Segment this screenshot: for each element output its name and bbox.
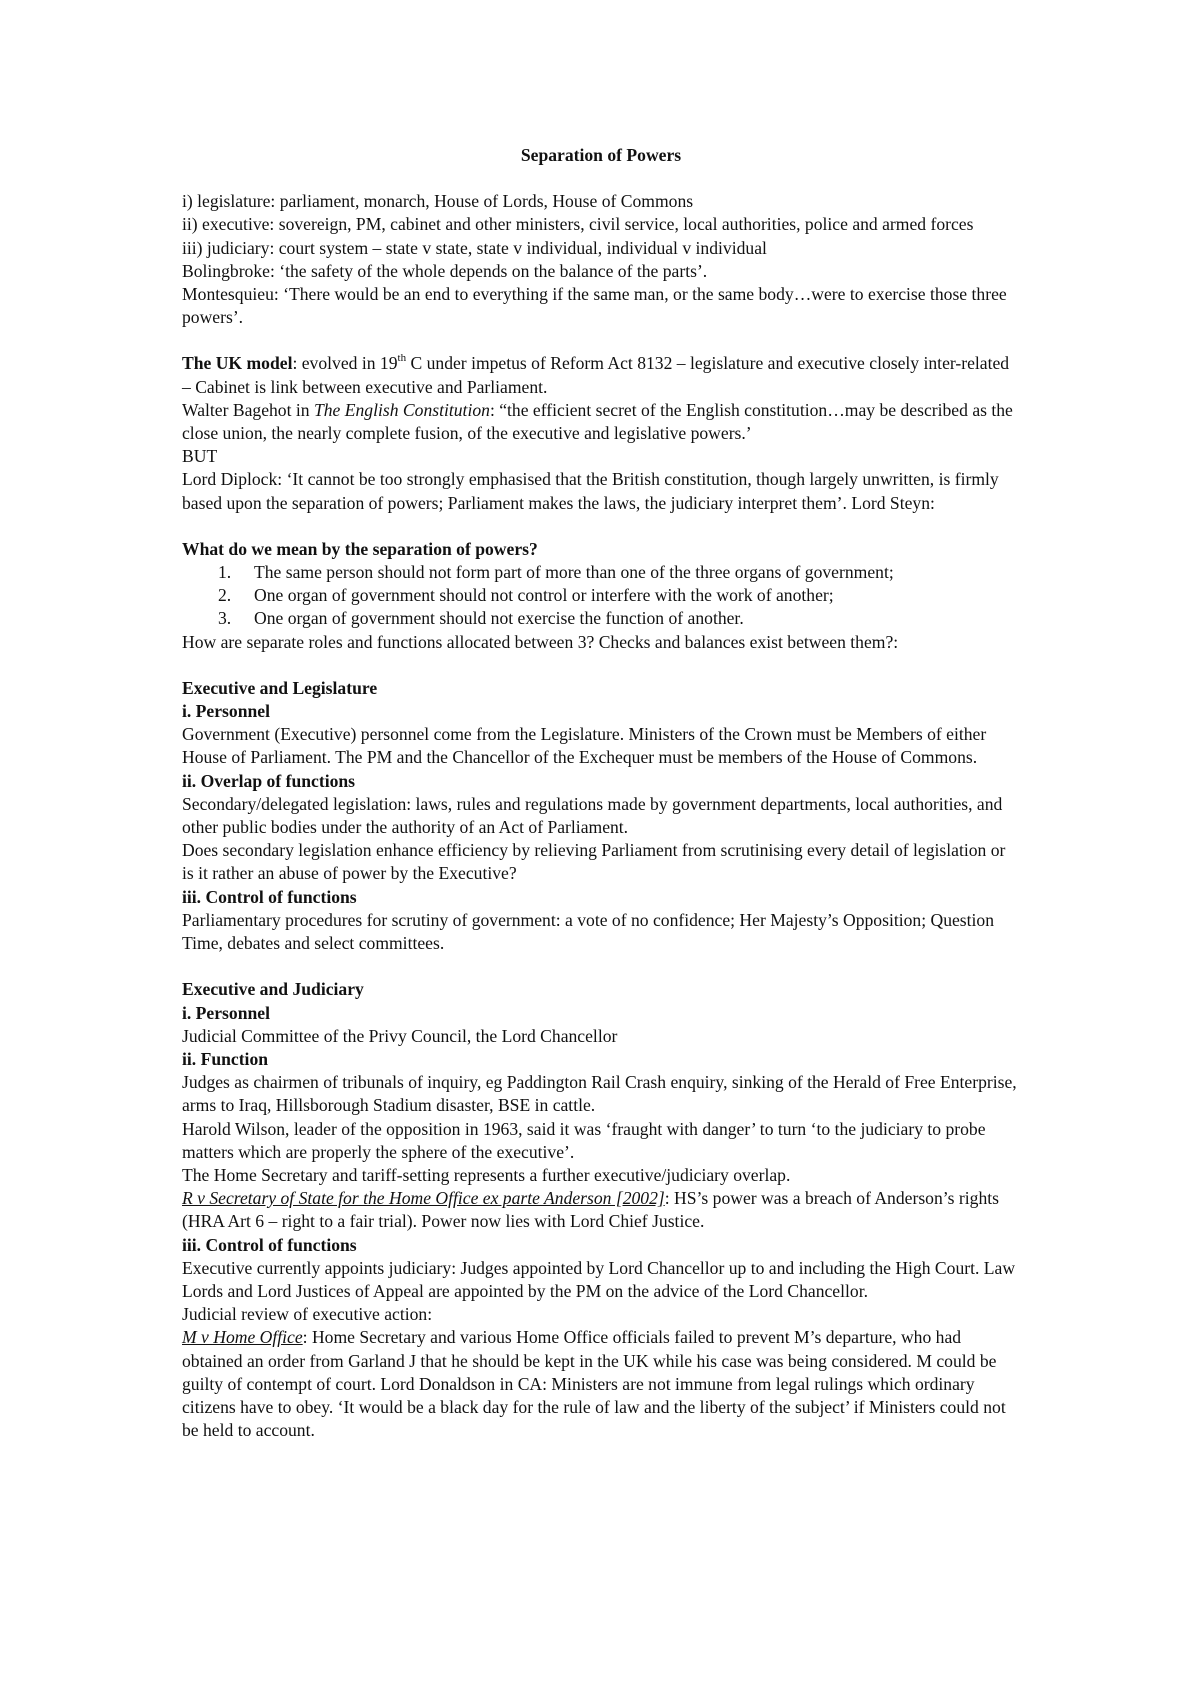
m-case-name: M v Home Office <box>182 1327 303 1348</box>
intro-line-judiciary: iii) judiciary: court system – state v state, state v individual, individual v individual <box>182 237 767 258</box>
exec-leg-overlap-text-1: Secondary/delegated legislation: laws, rules and regulations made by government departments, local authorities, and other public bodies under the authority of an Act of Parliament. <box>182 793 1003 838</box>
exec-jud-control-heading: iii. Control of functions <box>182 1234 357 1255</box>
meaning-followup: How are separate roles and functions allocated between 3? Checks and balances exist between them?: <box>182 631 899 652</box>
intro-line-montesquieu: Montesquieu: ‘There would be an end to everything if the same man, or the same body…were to exercise those three powers’. <box>182 284 1007 328</box>
anderson-paragraph <box>182 1187 1020 1233</box>
exec-jud-control-text-1: Executive currently appoints judiciary: Judges appointed by Lord Chancellor up to and including the High Court. Law Lords and Lord Justices of Appeal are appointed by the PM on the advice of the Lord Chancellor. <box>182 1257 1016 1301</box>
list-item-number: 1. <box>218 562 232 583</box>
list-item-text: One organ of government should not control or interfere with the work of another; <box>254 585 834 606</box>
exec-leg-personnel-heading: i. Personnel <box>182 701 270 722</box>
list-item <box>218 607 1020 630</box>
meaning-section <box>182 538 1020 654</box>
meaning-list <box>182 561 1020 631</box>
exec-jud-heading: Executive and Judiciary <box>182 979 364 1000</box>
exec-jud-personnel-heading: i. Personnel <box>182 1002 270 1023</box>
meaning-heading: What do we mean by the separation of powers? <box>182 538 538 559</box>
uk-model-paragraph <box>182 352 1020 398</box>
list-item-number: 2. <box>218 585 232 606</box>
exec-leg-overlap-text-2: Does secondary legislation enhance efficiency by relieving Parliament from scrutinising every detail of legislation or is it rather an abuse of power by the Executive? <box>182 840 1006 884</box>
list-item-text: The same person should not form part of more than one of the three organs of government; <box>254 562 894 583</box>
exec-jud-function-text-3: The Home Secretary and tariff-setting represents a further executive/judiciary overlap. <box>182 1164 791 1185</box>
bagehot-text-b: : “the efficient secret of the English constitution…may be described as the close union, the nearly complete fusion, of the executive and legislative powers.’ <box>182 399 1013 444</box>
list-item <box>218 561 1020 584</box>
exec-leg-control-heading: iii. Control of functions <box>182 886 357 907</box>
exec-jud-function-text-2: Harold Wilson, leader of the opposition in 1963, said it was ‘fraught with danger’ to turn ‘to the judiciary to probe matters which are properly the sphere of the executive’. <box>182 1118 986 1162</box>
uk-model-text-a: : evolved in 19 <box>292 353 398 374</box>
exec-leg-overlap-heading: ii. Overlap of functions <box>182 770 356 791</box>
exec-jud-control-text-2: Judicial review of executive action: <box>182 1304 433 1325</box>
bagehot-paragraph <box>182 399 1020 445</box>
intro-section <box>182 190 1020 329</box>
bagehot-text-a: Walter Bagehot in <box>182 399 314 420</box>
list-item <box>218 584 1020 607</box>
uk-model-heading: The UK model <box>182 353 293 374</box>
bagehot-book-title: The English Constitution <box>313 399 490 420</box>
uk-model-superscript: th <box>397 351 407 364</box>
exec-leg-control-text: Parliamentary procedures for scrutiny of government: a vote of no confidence; Her Majesty’s Opposition; Question Time, debates and select committees. <box>182 909 995 954</box>
but-line: BUT <box>182 446 218 467</box>
diplock-paragraph: Lord Diplock: ‘It cannot be too strongly emphasised that the British constitution, though largely unwritten, is firmly based upon the separation of powers; Parliament makes the laws, the judiciary interpret them’. Lord Steyn: <box>182 469 999 513</box>
executive-legislature-section <box>182 677 1020 955</box>
exec-jud-function-heading: ii. Function <box>182 1048 269 1069</box>
anderson-text: : HS’s power was a breach of Anderson’s rights (HRA Art 6 – right to a fair trial). Power now lies with Lord Chief Justice. <box>182 1188 999 1232</box>
intro-line-executive: ii) executive: sovereign, PM, cabinet and other ministers, civil service, local authorities, police and armed forces <box>182 214 974 235</box>
intro-line-bolingbroke: Bolingbroke: ‘the safety of the whole depends on the balance of the parts’. <box>182 260 708 281</box>
uk-model-text-b: C under impetus of Reform Act 8132 – legislature and executive closely inter-related – Cabinet is link between executive and Parliament. <box>182 353 1010 397</box>
anderson-case-name: R v Secretary of State for the Home Office ex parte Anderson [2002] <box>182 1188 665 1209</box>
uk-model-section <box>182 352 1020 514</box>
list-item-text: One organ of government should not exercise the function of another. <box>254 608 744 629</box>
page-title: Separation of Powers <box>520 145 682 165</box>
m-case-paragraph <box>182 1326 1020 1442</box>
executive-judiciary-section <box>182 978 1020 1442</box>
list-item-number: 3. <box>218 608 232 629</box>
exec-leg-personnel-text: Government (Executive) personnel come from the Legislature. Ministers of the Crown must be Members of either House of Parliament. The PM and the Chancellor of the Exchequer must be members of the House of Commons. <box>182 724 987 768</box>
exec-leg-heading: Executive and Legislature <box>182 677 378 698</box>
m-case-text: : Home Secretary and various Home Office officials failed to prevent M’s departure, who had obtained an order from Garland J that he should be kept in the UK while his case was being considered. M could be guilty of contempt of court. Lord Donaldson in CA: Ministers are not immune from legal rulings which ordinary citizens have to obey. ‘It would be a black day for the rule of law and the liberty of the subject’ if Ministers could not be held to account. <box>182 1327 1006 1441</box>
exec-jud-function-text-1: Judges as chairmen of tribunals of inquiry, eg Paddington Rail Crash enquiry, sinking of the Herald of Free Enterprise, arms to Iraq, Hillsborough Stadium disaster, BSE in cattle. <box>182 1072 1017 1116</box>
exec-jud-personnel-text: Judicial Committee of the Privy Council, the Lord Chancellor <box>182 1025 618 1046</box>
intro-line-legislature: i) legislature: parliament, monarch, House of Lords, House of Commons <box>182 191 694 212</box>
